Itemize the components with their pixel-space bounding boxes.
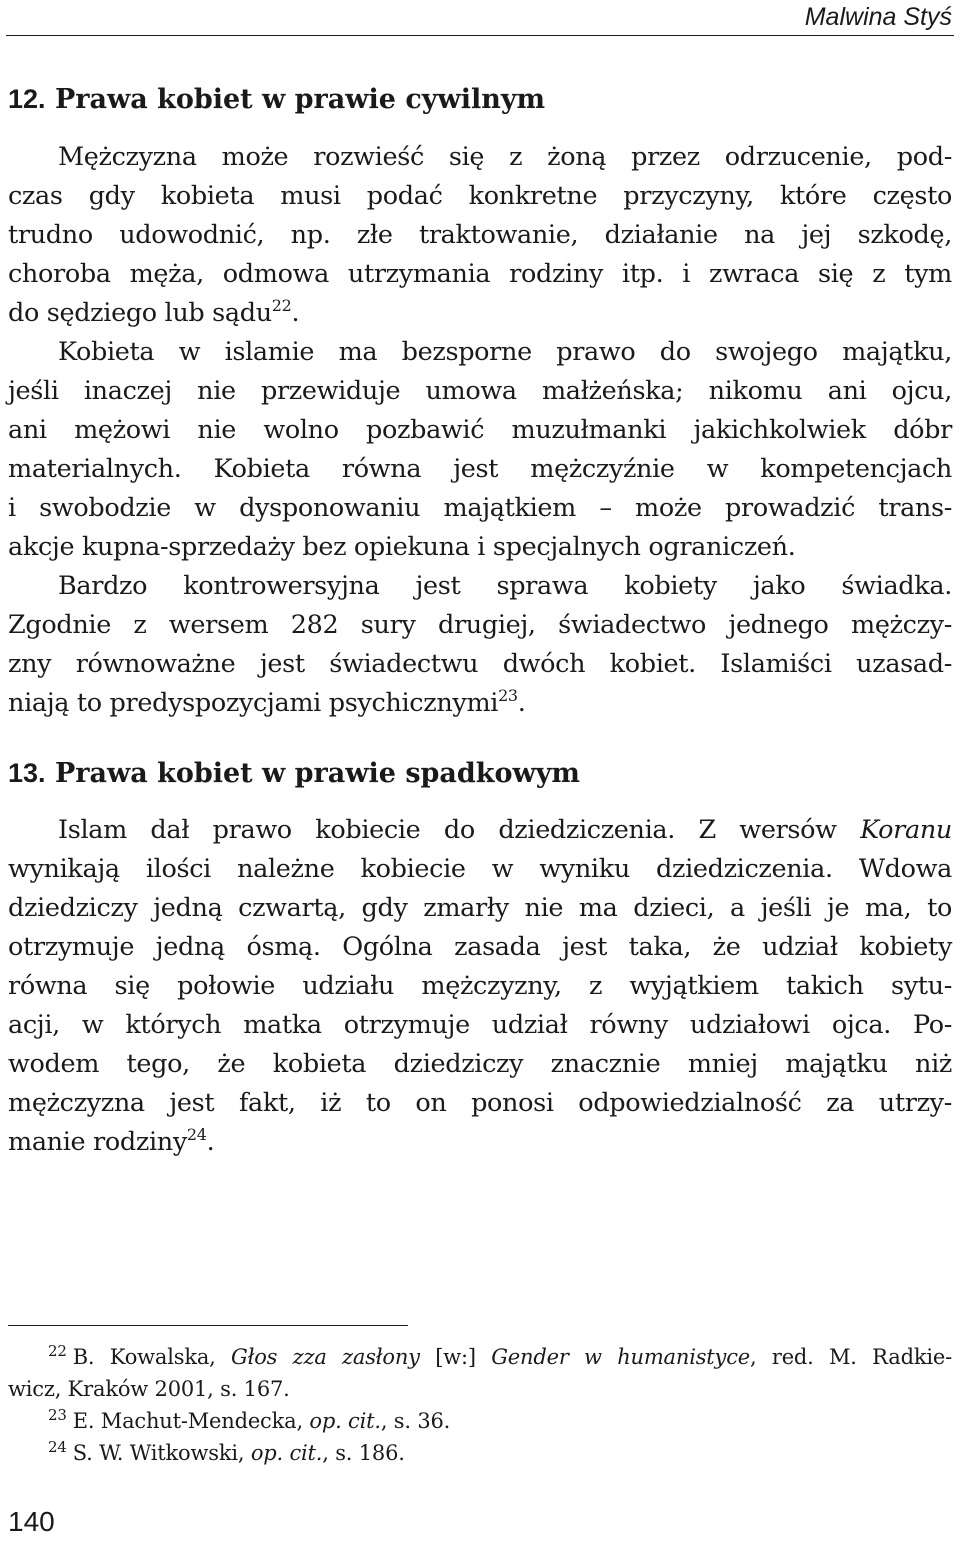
footnote-italic-title: Głos zza zasłony [231,1345,420,1369]
footnote-text: , s. 36. [380,1409,451,1433]
body-line-with-footnote [8,1123,952,1162]
body-line: acji, w których matka otrzymuje udział równy udziałowi ojca. Po- [8,1010,952,1040]
footnote-mark: 24 [48,1438,67,1456]
body-line: równa się połowie udziału mężczyzny, z wyjątkiem takich sytu- [8,971,952,1001]
body-line: mężczyzna jest fakt, iż to on ponosi odpowiedzialność za utrzy- [8,1088,952,1118]
section-13-title: Prawa kobiet w prawie spadkowym [54,758,581,789]
page-number: 140 [8,1506,55,1537]
body-line: akcje kupna-sprzedaży bez opiekuna i specjalnych ograniczeń. [8,532,796,562]
running-header-author: Malwina Styś [804,3,952,31]
body-line: Kobieta w islamie ma bezsporne prawo do swojego majątku, [58,337,952,367]
body-line: dziedziczy jedną czwartą, gdy zmarły nie ma dzieci, a jeśli je ma, to [8,893,952,923]
footnote-text: , red. M. Radkie- [750,1345,952,1369]
body-line: choroba męża, odmowa utrzymania rodziny itp. i zwraca się z tym [8,259,952,289]
body-line: materialnych. Kobieta równa jest mężczyźnie w kompetencjach [8,454,952,484]
footnote-reference-23: 23 [498,686,518,705]
footnotes [8,1341,952,1469]
footnote-italic-op-cit: op. cit. [250,1441,323,1465]
body-line-text: Islam dał prawo kobiecie do dziedziczenia. Z wersów [58,815,861,845]
section-12-title: Prawa kobiet w prawie cywilnym [54,84,546,115]
footnote-text: E. Machut-Mendecka, [72,1409,310,1433]
header-rule [6,35,954,36]
body-line-with-footnote [8,294,952,333]
body-line-with-italic [8,811,952,850]
body-line: ani mężowi nie wolno pozbawić muzułmanki jakichkolwiek dóbr [8,415,952,445]
body-line: zny równoważne jest świadectwu dwóch kobiet. Islamiści uzasad- [8,649,952,679]
footnote-reference-22: 22 [271,296,292,315]
footnote-22-continuation: wicz, Kraków 2001, s. 167. [8,1377,290,1401]
footnote-24 [8,1437,952,1469]
footnote-22 [8,1341,952,1373]
italic-title-koranu: Koranu [860,815,952,845]
body-line-text: do sędziego lub sądu [8,298,272,328]
body-line: Zgodnie z wersem 282 sury drugiej, świadectwo jednego mężczy- [8,610,952,640]
footnote-text: [w:] [419,1345,492,1369]
footnote-separator [8,1325,408,1326]
section-12-heading [8,82,952,117]
body-line-with-footnote [8,684,952,723]
body-line: wodem tego, że kobieta dziedziczy znacznie mniej majątku niż [8,1049,952,1079]
body-line: Bardzo kontrowersyjna jest sprawa kobiety jako świadka. [58,571,952,601]
footnote-reference-24: 24 [186,1125,207,1144]
section-12-body [8,138,952,723]
body-line: wynikają ilości należne kobiecie w wyniku dziedziczenia. Wdowa [8,854,952,884]
body-line: Mężczyzna może rozwieść się z żoną przez odrzucenie, pod- [58,142,952,172]
footnote-mark: 23 [48,1406,67,1424]
body-line-text: niają to predyspozycjami psychicznymi [8,688,499,718]
body-line: jeśli inaczej nie przewiduje umowa małżeńska; nikomu ani ojcu, [8,376,952,406]
section-12-number: 12. [8,84,46,114]
footnote-text: B. Kowalska, [72,1345,232,1369]
footnote-text: S. W. Witkowski, [72,1441,251,1465]
section-13-number: 13. [8,758,46,788]
section-13-heading [8,756,952,791]
period: . [291,298,300,328]
footnote-23 [8,1405,952,1437]
period: . [206,1127,215,1157]
body-line: i swobodzie w dysponowaniu majątkiem – może prowadzić trans- [8,493,952,523]
body-line: czas gdy kobieta musi podać konkretne przyczyny, które często [8,181,952,211]
body-line: otrzymuje jedną ósmą. Ogólna zasada jest taka, że udział kobiety [8,932,952,962]
footnote-italic-op-cit: op. cit. [309,1409,381,1433]
body-line-text: manie rodziny [8,1127,187,1157]
footnote-text: , s. 186. [322,1441,405,1465]
section-13-body [8,811,952,1162]
period: . [517,688,526,718]
body-line: trudno udowodnić, np. złe traktowanie, działanie na jej szkodę, [8,220,952,250]
footnote-italic-title: Gender w humanistyce [491,1345,750,1369]
footnote-mark: 22 [48,1342,67,1360]
